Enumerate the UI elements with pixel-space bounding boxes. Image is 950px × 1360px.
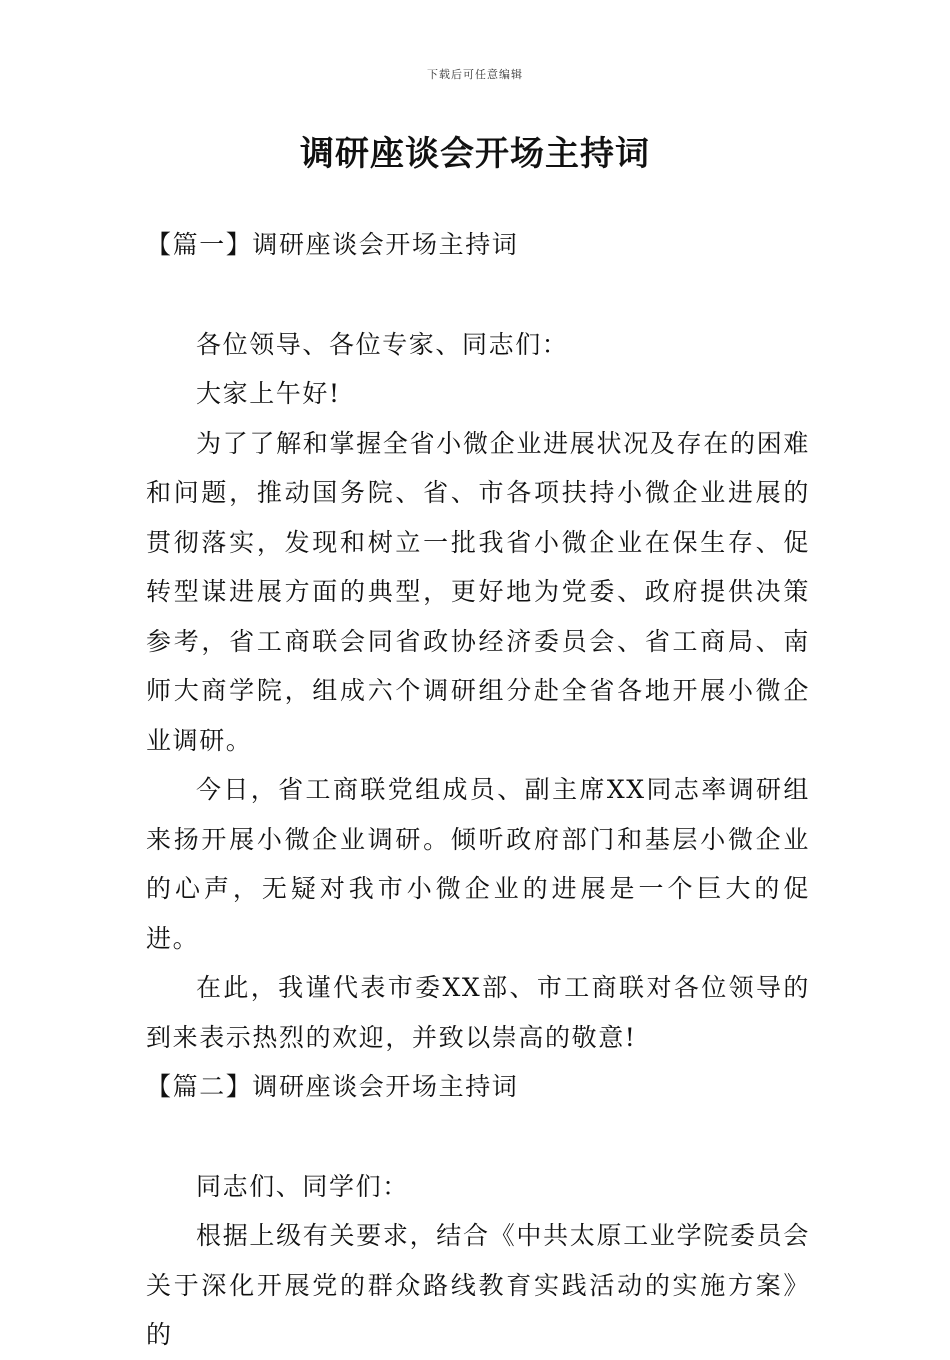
paragraph-salutation-2: 同志们、同学们： [196, 1171, 409, 1201]
document-body [146, 220, 810, 1360]
section-heading-1: 【篇一】调研座谈会开场主持词 [146, 230, 519, 259]
paragraph-requirements: 根据上级有关要求，结合《中共太原工业学院委员会关于深化开展党的群众路线教育实践活动的实施方案》的 [146, 1221, 810, 1349]
header-note: 下载后可任意编辑 [427, 68, 523, 81]
document-title: 调研座谈会开场主持词 [300, 134, 650, 174]
paragraph-today: 今日，省工商联党组成员、副主席XX同志率调研组来扬开展小微企业调研。倾听政府部门和基层小微企业的心声，无疑对我市小微企业的进展是一个巨大的促进。 [146, 775, 810, 953]
section-heading-2: 【篇二】调研座谈会开场主持词 [146, 1072, 519, 1101]
paragraph-welcome: 在此，我谨代表市委XX部、市工商联对各位领导的到来表示热烈的欢迎，并致以崇高的敬意! [146, 973, 810, 1052]
paragraph-greeting: 大家上午好! [196, 379, 341, 408]
paragraph-salutation: 各位领导、各位专家、同志们： [196, 329, 569, 359]
paragraph-background: 为了了解和掌握全省小微企业进展状况及存在的困难和问题，推动国务院、省、市各项扶持小微企业进展的贯彻落实，发现和树立一批我省小微企业在保生存、促转型谋进展方面的典型，更好地为党委、政府提供决策参考，省工商联会同省政协经济委员会、省工商局、南师大商学院，组成六个调研组分赴全省各地开展小微企业调研。 [146, 428, 810, 755]
